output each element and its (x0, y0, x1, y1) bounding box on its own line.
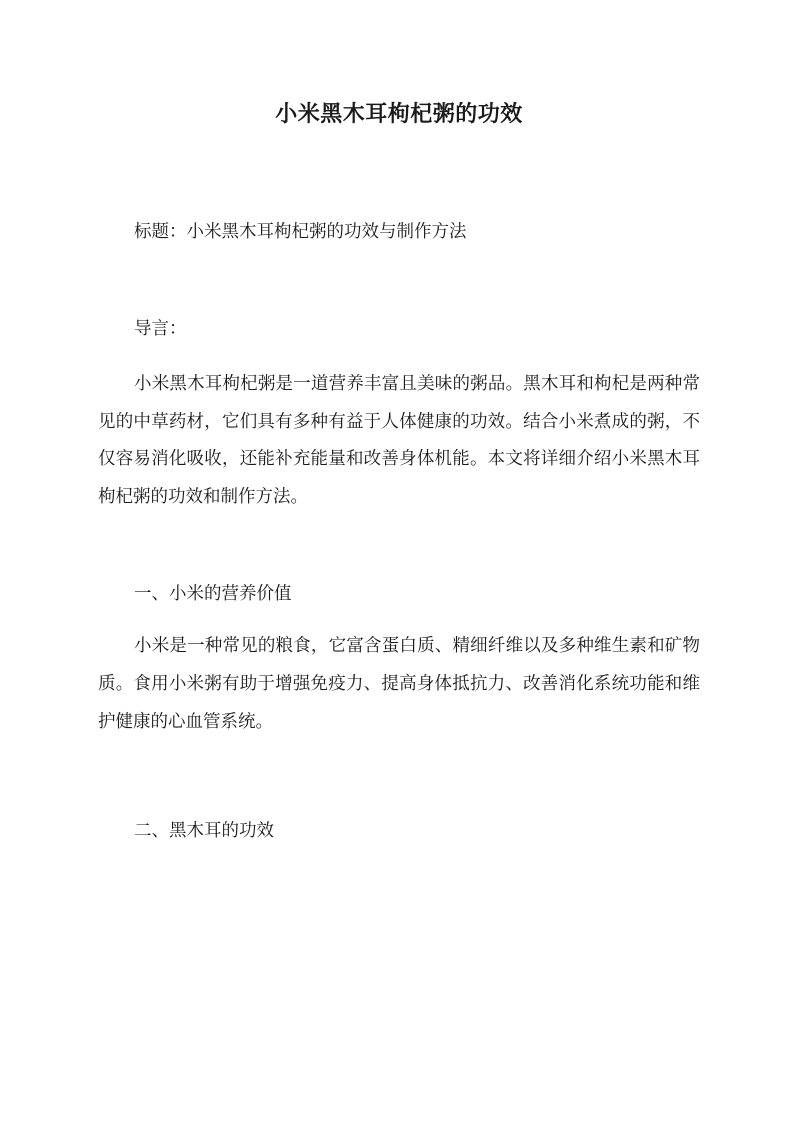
document-title: 小米黑木耳枸杞粥的功效 (275, 101, 523, 127)
section-paragraph-millet: 小米是一种常见的粮食，它富含蛋白质、精细纤维以及多种维生素和矿物质。食用小米粥有助于增强免疫力、提高身体抵抗力、改善消化系统功能和维护健康的心血管系统。 (98, 636, 700, 732)
section-heading-black-fungus: 二、黑木耳的功效 (134, 821, 274, 841)
intro-heading: 导言： (134, 319, 187, 339)
document-subtitle: 标题：小米黑木耳枸杞粥的功效与制作方法 (134, 222, 467, 242)
intro-paragraph: 小米黑木耳枸杞粥是一道营养丰富且美味的粥品。黑木耳和枸杞是两种常见的中草药材，它们具有多种有益于人体健康的功效。结合小米煮成的粥，不仅容易消化吸收，还能补充能量和改善身体机能。本文将详细介绍小米黑木耳枸杞粥的功效和制作方法。 (98, 374, 700, 507)
section-heading-millet: 一、小米的营养价值 (134, 584, 292, 604)
